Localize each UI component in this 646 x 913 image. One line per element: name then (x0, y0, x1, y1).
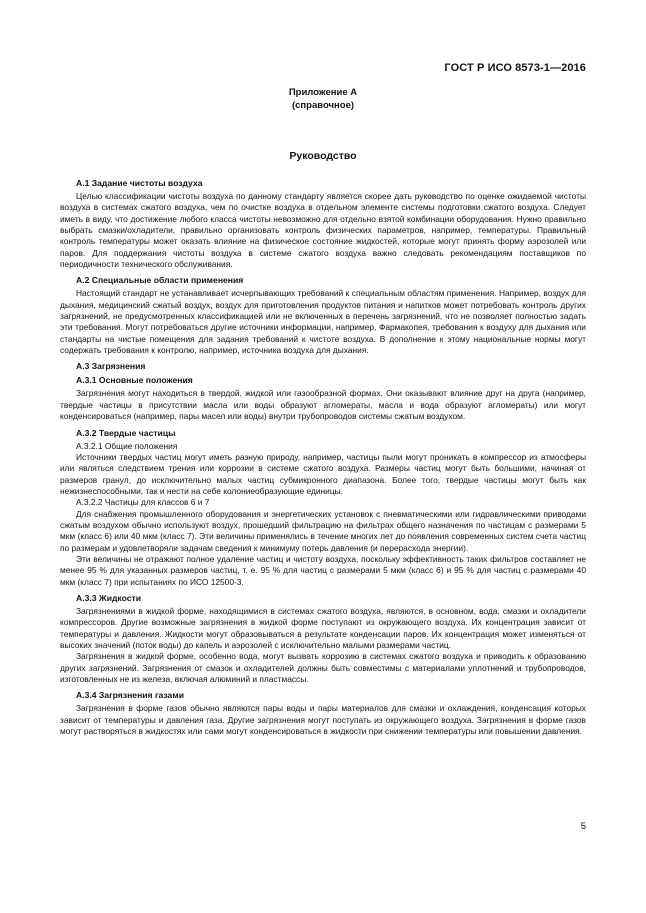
section-a321-paragraph: Источники твердых частиц могут иметь разную природу, например, частицы пыли могут проникать в компрессор из атмосферы или являться следствием трения или коррозии в системе сжатого воздуха. Размеры частиц могут быть большими, начиная от размеров гранул, до исключительно малых частиц субмикронного диапазона. Более того, твердые частицы могут быть как нежизнеспособными, так и нести на себе колониеобразующие единицы. (60, 451, 586, 496)
annex-subtitle: (справочное) (291, 100, 355, 111)
standard-header: ГОСТ Р ИСО 8573-1—2016 (444, 62, 586, 74)
section-a1-paragraph: Целью классификации чистоты воздуха по данному стандарту является скорее дать руководство по оценке ожидаемой чистоты воздуха в системах сжатого воздуха, чем по очистке воздуха в отдельном элементе системы подготовки сжатого воздуха. Следует иметь в виду, что достижение любого класса чистоты невозможно для отдельно взятой комбинации оборудования. Нужно правильно выбрать смазки/охладители, правильно организовать контроль физических параметров, например, температуры. Правильный контроль температуры может оказать влияние на физическое состояние жидкостей, которые могут принять форму аэрозолей или паров. Для поддержания чистоты воздуха в системе сжатого воздуха важно следовать рекомендациям поставщиков по периодичности технического обслуживания. (60, 191, 586, 270)
page-number: 5 (580, 821, 586, 832)
section-a2-heading: А.2 Специальные области применения (76, 275, 244, 286)
document-body (60, 176, 586, 737)
section-a32-heading: А.3.2 Твердые частицы (76, 427, 176, 438)
section-a33-paragraph-2: Загрязнения в жидкой форме, особенно вода, могут вызвать коррозию в системах сжатого воздуха и приводить к образованию других загрязнений. Загрязнения от смазок и охладителей должны быть совместимы с материалами уплотнений и трубопроводов, изготовленных не из железа, включая алюминий и пластмассы. (60, 651, 586, 685)
section-a322-paragraph-1: Для снабжения промышленного оборудования и энергетических установок с пневматическими или гидравлическими приводами сжатым воздухом обычно используют воздух, прошедший фильтрацию на фильтрах общего назначения по частицам с размерами 5 мкм (класс 6) или 40 мкм (класс 7). Эти величины применялись в течение многих лет до появления современных систем счета частиц по размерам и удовлетворяли задачам сведения к минимуму потерь давления (и перерасхода энергии). (60, 508, 586, 553)
section-a321-heading: А.3.2.1 Общие положения (76, 440, 178, 451)
section-a1-heading: А.1 Задание чистоты воздуха (76, 178, 203, 188)
section-a3-heading: А.3 Загрязнения (76, 361, 146, 372)
section-a33-paragraph-1: Загрязнениями в жидкой форме, находящимися в системах сжатого воздуха, являются, в основном, вода, смазки и охладители компрессоров. Другие возможные загрязнения в жидкой форме поступают из окружающего воздуха. Их концентрация зависит от температуры и давления. Жидкости могут образовываться в результате конденсации паров. Их концентрация может изменяться от высоких значений (поток воды) до капель и аэрозолей с исключительно малыми размерами частиц. (60, 605, 586, 650)
section-a322-heading: А.3.2.2 Частицы для классов 6 и 7 (76, 497, 210, 508)
section-a34-heading: А.3.4 Загрязнения газами (76, 690, 184, 701)
section-a33-heading: А.3.3 Жидкости (76, 592, 142, 603)
section-a31-paragraph: Загрязнения могут находиться в твердой, жидкой или газообразной формах. Они оказывают влияние друг на друга (например, твердые частицы в присутствии масла или воды образуют агломераты, масла и вода образуют агломераты) или могут конденсироваться (например, пары масел или воды) внутри трубопроводов системы сжатым воздухом. (60, 388, 586, 422)
guide-title: Руководство (289, 150, 357, 162)
section-a2-paragraph: Настоящий стандарт не устанавливает исчерпывающих требований к специальным областям применения. Например, воздух для дыхания, медицинский сжатый воздух, воздух для приготовления продуктов питания и напитков может потребовать контроль других загрязнений, не предусмотренных классификацией или не включенных в перечень загрязнений, что не позволяет полностью задать эти требования. Могут потребоваться другие источники информации, например, Фармакопея, требования к воздуху для дыхания или стандарты на чистые помещения для задания требований к чистоте воздуха. В дополнение к этому национальные нормы могут содержать требования к контролю, например, источника воздуха для дыхания. (60, 288, 586, 356)
section-a322-paragraph-2: Эти величины не отражают полное удаление частиц и чистоту воздуха, поскольку эффективность таких фильтров составляет не менее 95 % для указанных размеров частиц, т. е. 95 % для частиц с размерами 5 мкм (класс 6) и 95 % для частиц с размерами 40 мкм (класс 7) при испытаниях по ИСО 12500-3. (60, 553, 586, 587)
annex-title: Приложение А (288, 87, 358, 98)
annex-heading (60, 86, 586, 112)
section-a31-heading: А.3.1 Основные положения (76, 375, 193, 386)
section-a34-paragraph: Загрязнения в форме газов обычно являются пары воды и пары материалов для смазки и охлаждения, конденсация которых зависит от температуры и давления газа. Другие загрязнения могут поступать из окружающего воздуха. Загрязнения в форме газов могут растворяться в жидкостях или сами могут конденсироваться в жидкости при снижении температуры или повышении давления. (60, 703, 586, 737)
